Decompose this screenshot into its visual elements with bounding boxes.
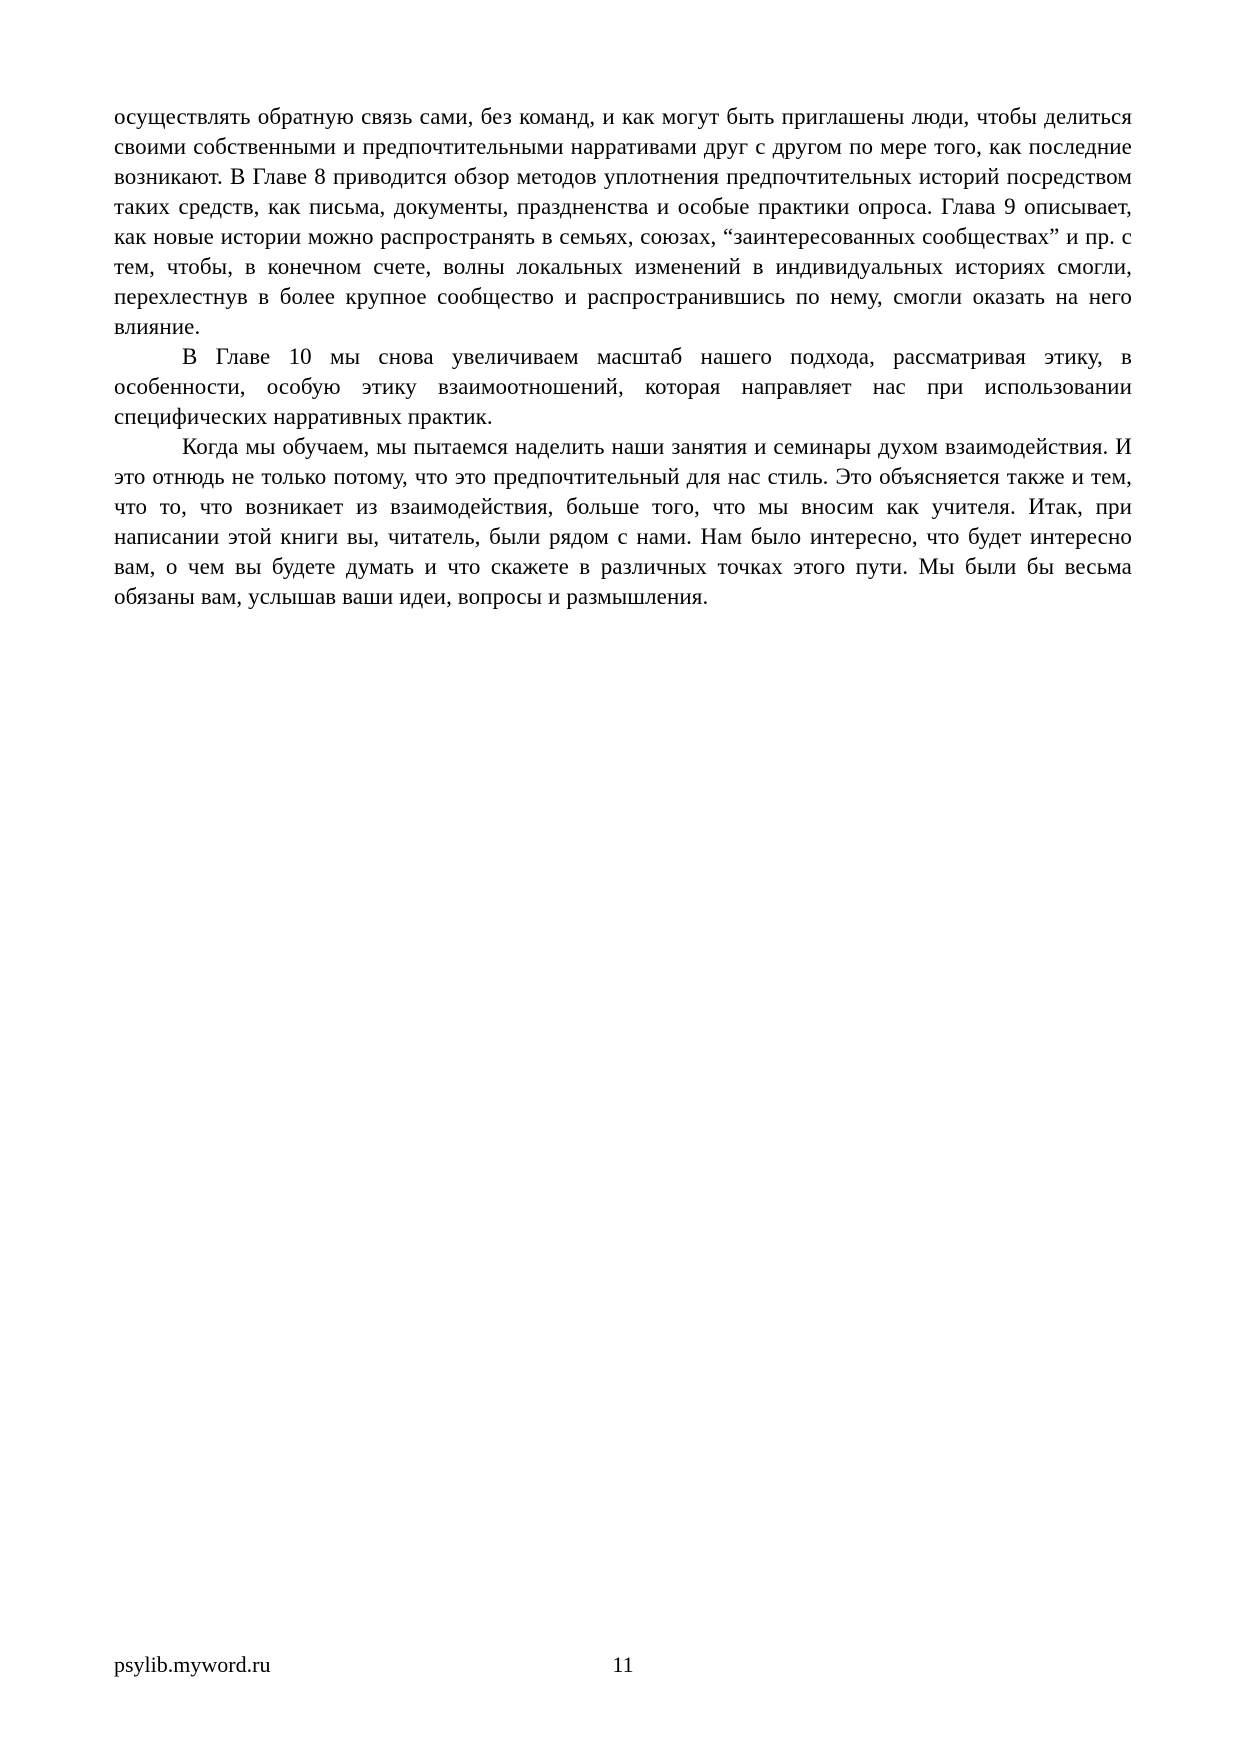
- page-body-text: [114, 102, 1132, 612]
- page-number: 11: [612, 1652, 634, 1677]
- paragraph: осуществлять обратную связь сами, без команд, и как могут быть приглашены люди, чтобы делиться своими собственными и предпочтительными нарративами друг с другом по мере того, как последние возникают. В Главе 8 приводится обзор методов уплотнения предпочтительных историй посредством таких средств, как письма, документы, праздненства и особые практики опроса. Глава 9 описывает, как новые истории можно распространять в семьях, союзах, “заинтересованных сообществах” и пр. с тем, чтобы, в конечном счете, волны локальных изменений в индивидуальных историях смогли, перехлестнув в более крупное сообщество и распространившись по нему, смогли оказать на него влияние.: [114, 104, 1132, 339]
- paragraph: Когда мы обучаем, мы пытаемся наделить наши занятия и семинары духом взаимодействия. И это отнюдь не только потому, что это предпочтительный для нас стиль. Это объясняется также и тем, что то, что возникает из взаимодействия, больше того, что мы вносим как учителя. Итак, при написании этой книги вы, читатель, были рядом с нами. Нам было интересно, что будет интересно вам, о чем вы будете думать и что скажете в различных точках этого пути. Мы были бы весьма обязаны вам, услышав ваши идеи, вопросы и размышления.: [114, 434, 1132, 609]
- paragraph: В Главе 10 мы снова увеличиваем масштаб нашего подхода, рассматривая этику, в особенности, особую этику взаимоотношений, которая направляет нас при использовании специфических нарративных практик.: [114, 344, 1132, 429]
- page-footer: [114, 1652, 1132, 1682]
- footer-site-url: psylib.myword.ru: [114, 1652, 271, 1677]
